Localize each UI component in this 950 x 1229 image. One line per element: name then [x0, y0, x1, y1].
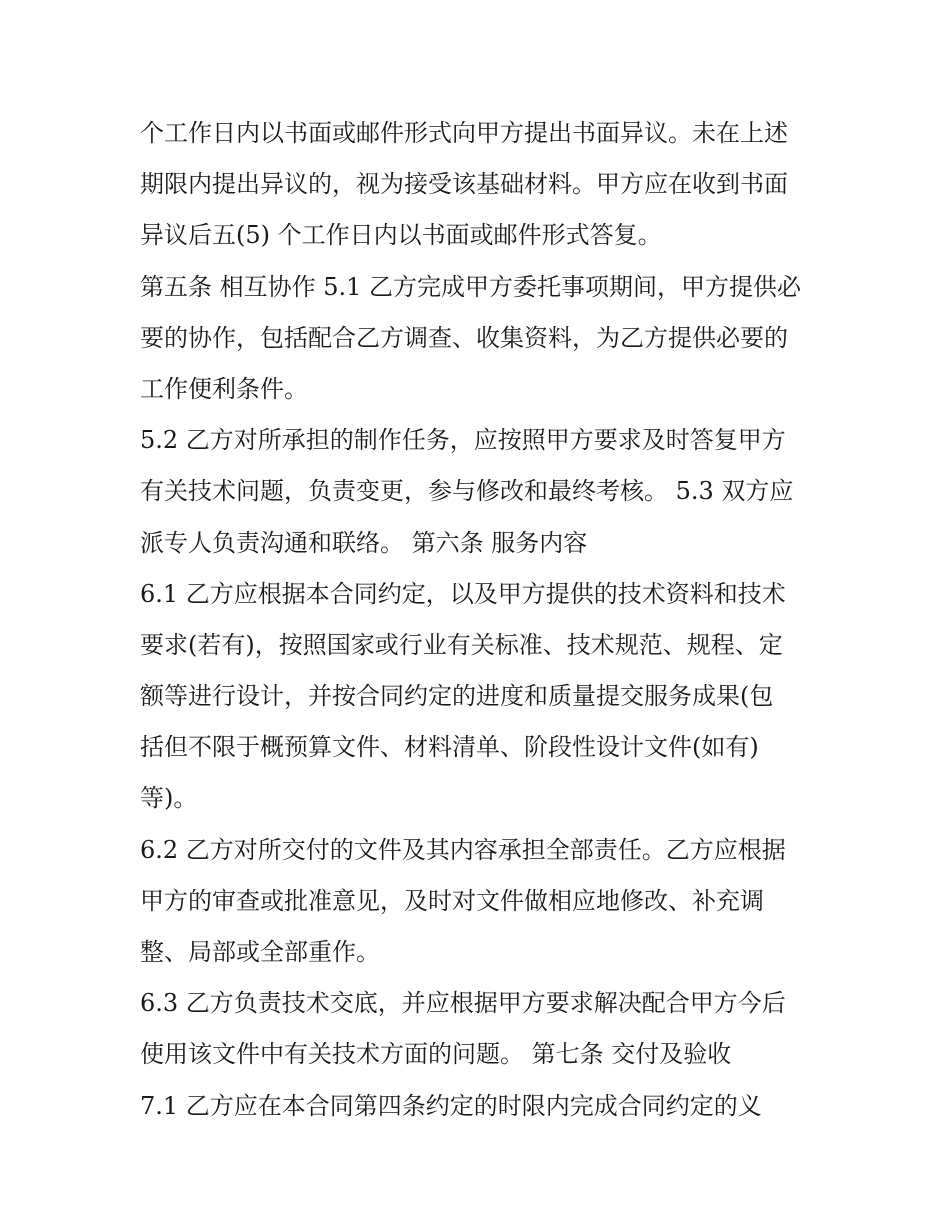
text-line: 6.1 乙方应根据本合同约定，以及甲方提供的技术资料和技术: [140, 579, 786, 608]
text-line: 有关技术问题，负责变更，参与修改和最终考核。 5.3 双方应: [140, 477, 794, 506]
text-line: 额等进行设计，并按合同约定的进度和质量提交服务成果(包: [140, 682, 774, 711]
text-line: 5.2 乙方对所承担的制作任务，应按照甲方要求及时答复甲方: [140, 426, 786, 455]
text-line: 工作便利条件。: [140, 374, 308, 403]
text-line: 异议后五(5) 个工作日内以书面或邮件形式答复。: [140, 221, 662, 250]
text-line: 等)。: [140, 784, 198, 813]
text-line: 要求(若有)，按照国家或行业有关标准、技术规范、规程、定: [140, 630, 783, 659]
text-line: 要的协作，包括配合乙方调查、收集资料，为乙方提供必要的: [140, 323, 788, 352]
document-body: [140, 108, 820, 1132]
text-line: 括但不限于概预算文件、材料清单、阶段性设计文件(如有): [140, 733, 759, 762]
text-line: 使用该文件中有关技术方面的问题。 第七条 交付及验收: [140, 1040, 732, 1069]
text-line: 期限内提出异议的，视为接受该基础材料。甲方应在收到书面: [140, 170, 788, 199]
text-line: 7.1 乙方应在本合同第四条约定的时限内完成合同约定的义: [140, 1091, 762, 1120]
text-line: 6.3 乙方负责技术交底，并应根据甲方要求解决配合甲方今后: [140, 989, 786, 1018]
text-line: 6.2 乙方对所交付的文件及其内容承担全部责任。乙方应根据: [140, 835, 786, 864]
text-line: 派专人负责沟通和联络。 第六条 服务内容: [140, 528, 588, 557]
text-line: 整、局部或全部重作。: [140, 938, 380, 966]
text-line: 甲方的审查或批准意见，及时对文件做相应地修改、补充调: [140, 886, 764, 915]
text-line: 个工作日内以书面或邮件形式向甲方提出书面异议。未在上述: [140, 119, 788, 147]
text-line: 第五条 相互协作 5.1 乙方完成甲方委托事项期间，甲方提供必: [140, 272, 802, 301]
